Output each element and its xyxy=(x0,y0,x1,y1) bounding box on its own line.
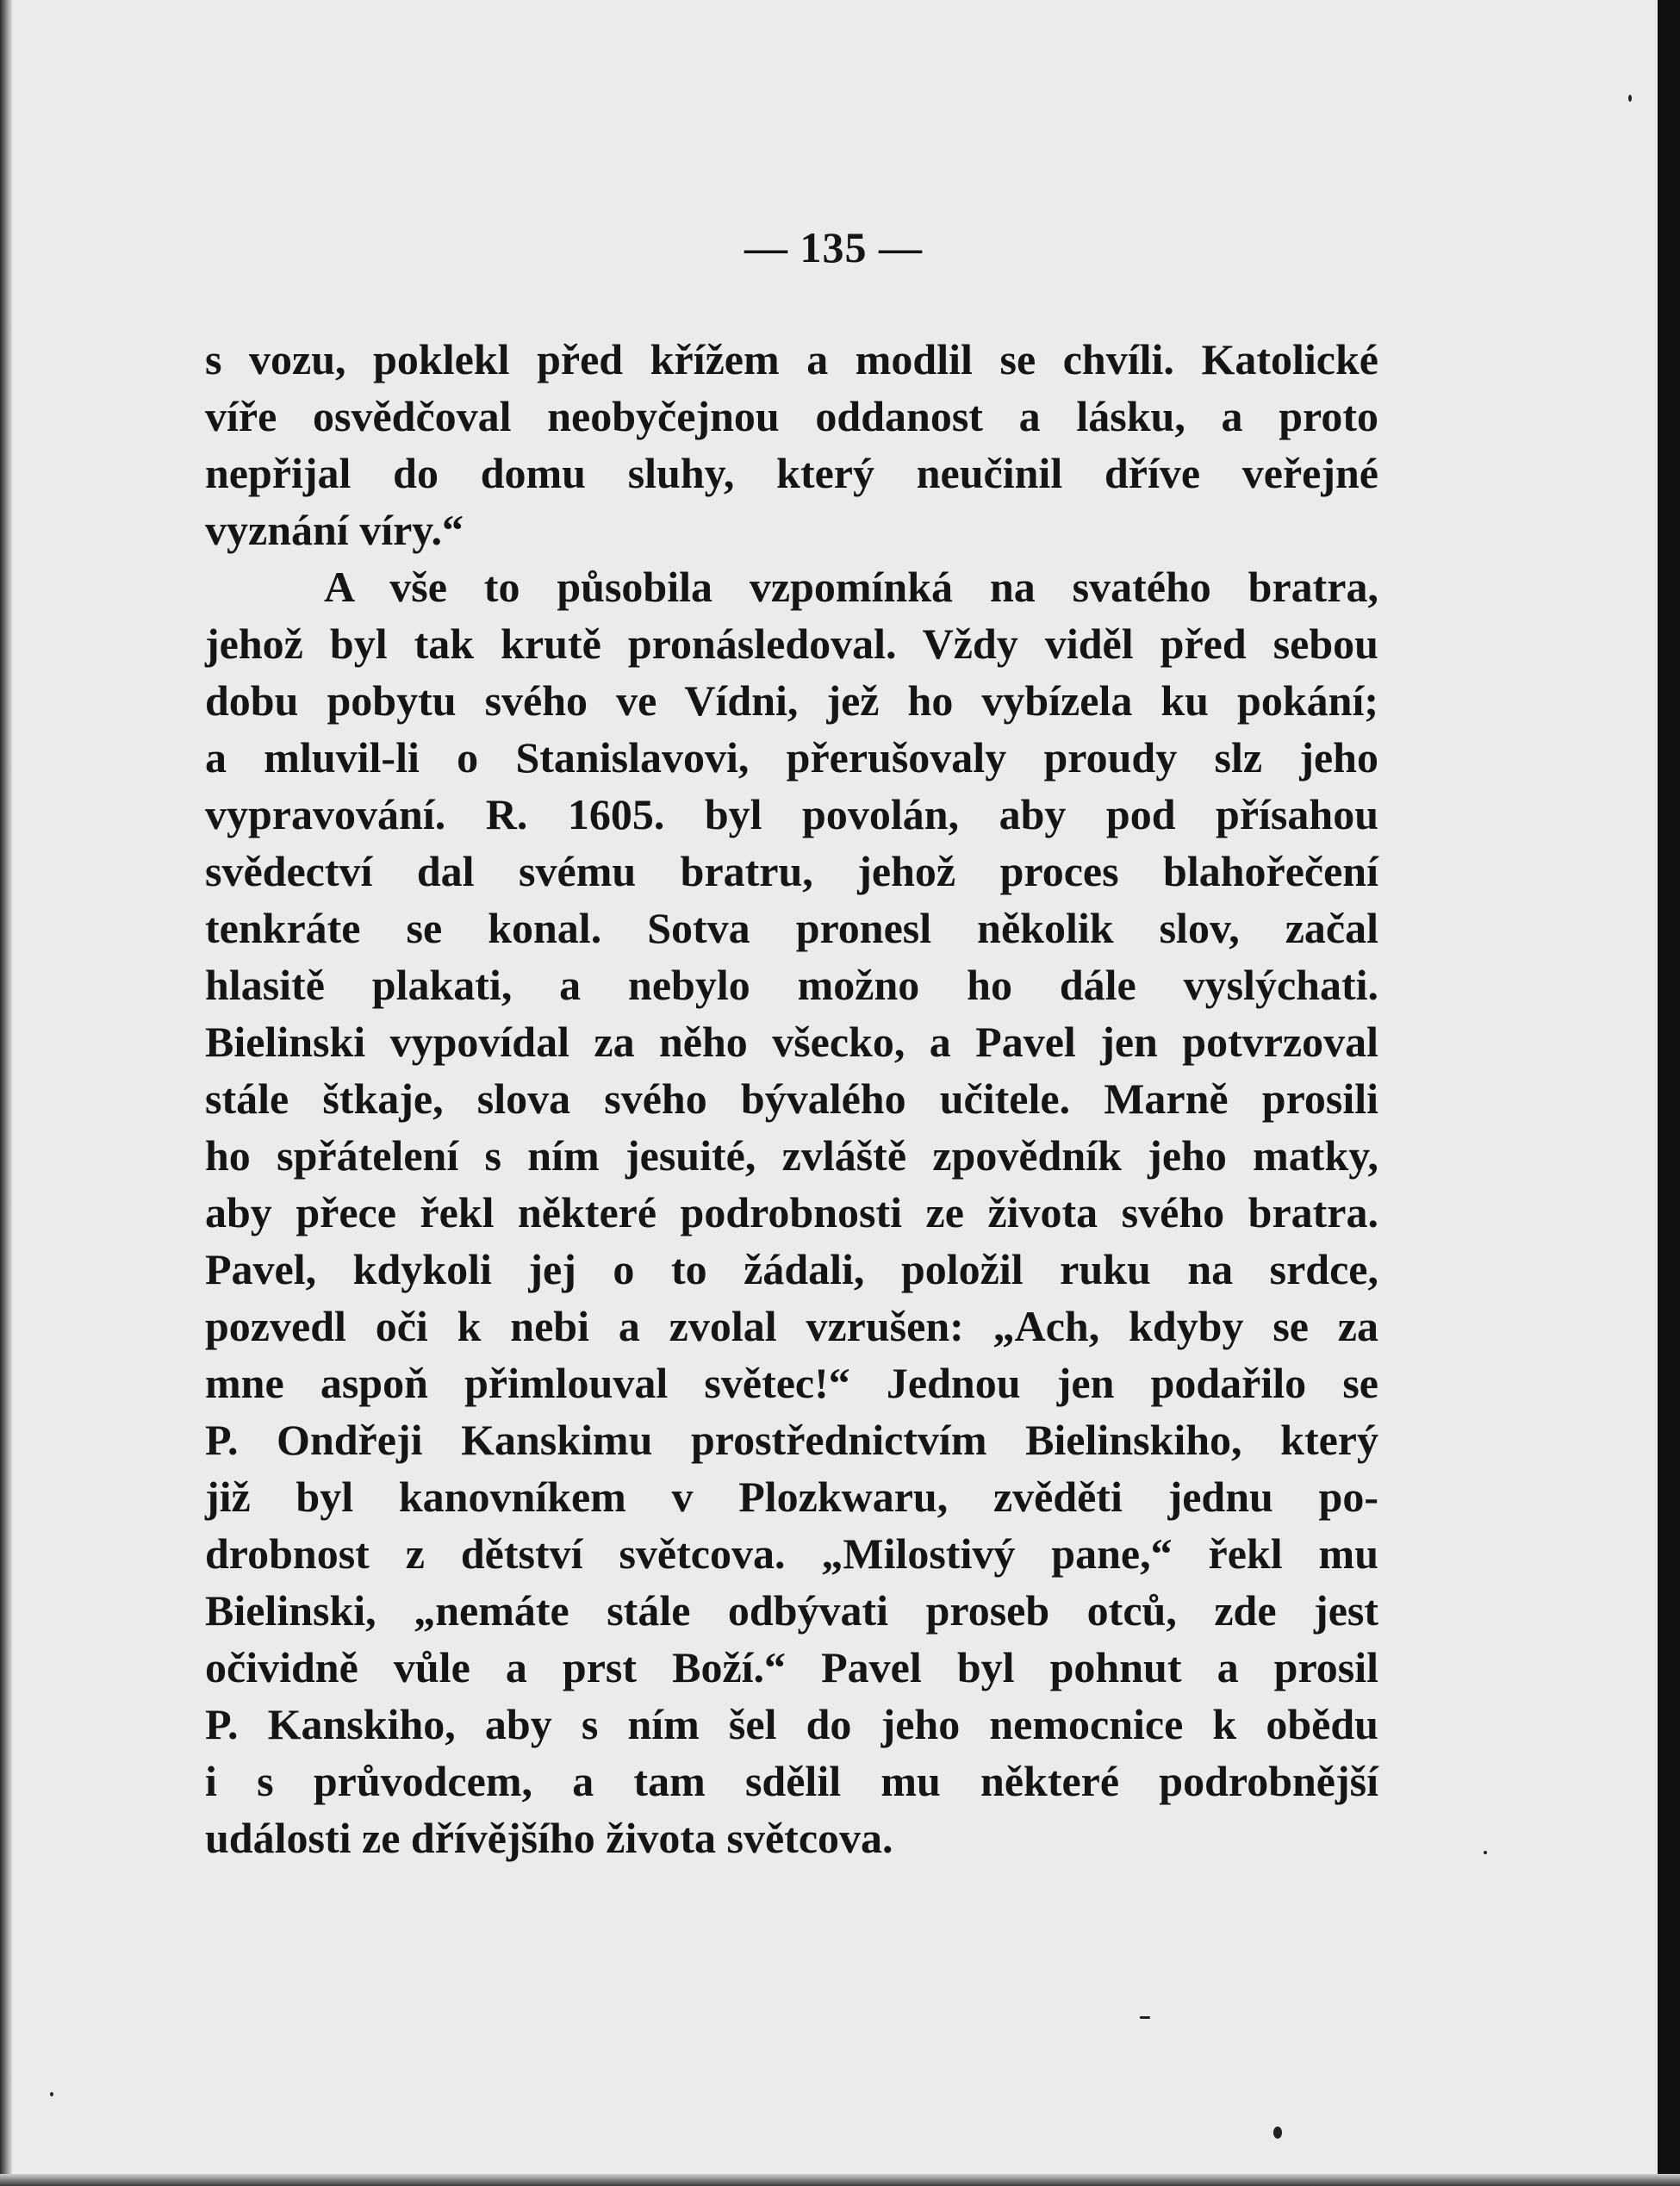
text-line: svědectví dal svému bratru, jehož proces blahořečení xyxy=(205,847,1378,895)
text-line: P. Kanskiho, aby s ním šel do jeho nemocnice k obědu xyxy=(205,1700,1378,1748)
scan-right-border xyxy=(1658,0,1680,2186)
text-line: Bielinski vypovídal za něho všecko, a Pavel jen potvrzoval xyxy=(205,1018,1378,1066)
text-line: události ze dřívějšího života světcova. xyxy=(205,1814,893,1862)
body-text xyxy=(205,331,1378,1866)
text-line: Bielinski, „nemáte stále odbývati proseb otců, zde jest xyxy=(205,1586,1378,1635)
text-line: aby přece řekl některé podrobnosti ze života svého bratra. xyxy=(205,1188,1378,1236)
page-number: — 135 — xyxy=(744,223,923,271)
text-line: ho spřátelení s ním jesuité, zvláště zpovědník jeho matky, xyxy=(205,1131,1378,1180)
text-line: Pavel, kdykoli jej o to žádali, položil ruku na srdce, xyxy=(205,1245,1378,1293)
paragraph-first-line: A vše to působila vzpomínká na svatého bratra, xyxy=(324,563,1378,611)
paper-speck xyxy=(1484,1851,1487,1854)
text-line: víře osvědčoval neobyčejnou oddanost a lásku, a proto xyxy=(205,392,1378,440)
text-line: mne aspoň přimlouval světec!“ Jednou jen podařilo se xyxy=(205,1359,1378,1407)
text-line: vypravování. R. 1605. byl povolán, aby pod přísahou xyxy=(205,790,1378,838)
paper-speck xyxy=(1273,2127,1282,2139)
text-line: i s průvodcem, a tam sdělil mu některé podrobnější xyxy=(205,1757,1378,1805)
page-left-edge xyxy=(0,0,12,2186)
scan-bottom-border xyxy=(0,2174,1680,2186)
paper-speck xyxy=(1628,95,1632,102)
text-line: jehož byl tak krutě pronásledoval. Vždy viděl před sebou xyxy=(205,620,1378,668)
text-line: P. Ondřeji Kanskimu prostřednictvím Bielinskiho, který xyxy=(205,1416,1378,1464)
text-line: dobu pobytu svého ve Vídni, jež ho vybízela ku pokání; xyxy=(205,676,1378,725)
text-line: nepřijal do domu sluhy, který neučinil dříve veřejné xyxy=(205,449,1378,497)
text-line: již byl kanovníkem v Plozkwaru, zvěděti jednu po- xyxy=(205,1473,1378,1521)
text-line: hlasitě plakati, a nebylo možno ho dále vyslýchati. xyxy=(205,961,1378,1009)
text-line: s vozu, poklekl před křížem a modlil se chvíli. Katolické xyxy=(205,335,1378,383)
text-line: stále štkaje, slova svého bývalého učitele. Marně prosili xyxy=(205,1074,1378,1123)
paper-speck xyxy=(1140,2016,1150,2019)
text-line: drobnost z dětství světcova. „Milostivý pane,“ řekl mu xyxy=(205,1529,1378,1578)
text-line: očividně vůle a prst Boží.“ Pavel byl pohnut a prosil xyxy=(205,1643,1378,1691)
text-line: tenkráte se konal. Sotva pronesl několik slov, začal xyxy=(205,904,1378,952)
text-line: a mluvil-li o Stanislavovi, přerušovaly proudy slz jeho xyxy=(205,733,1378,782)
text-line: vyznání víry.“ xyxy=(205,506,464,554)
text-line: pozvedl oči k nebi a zvolal vzrušen: „Ach, kdyby se za xyxy=(205,1302,1378,1350)
paper-speck xyxy=(50,2092,53,2096)
